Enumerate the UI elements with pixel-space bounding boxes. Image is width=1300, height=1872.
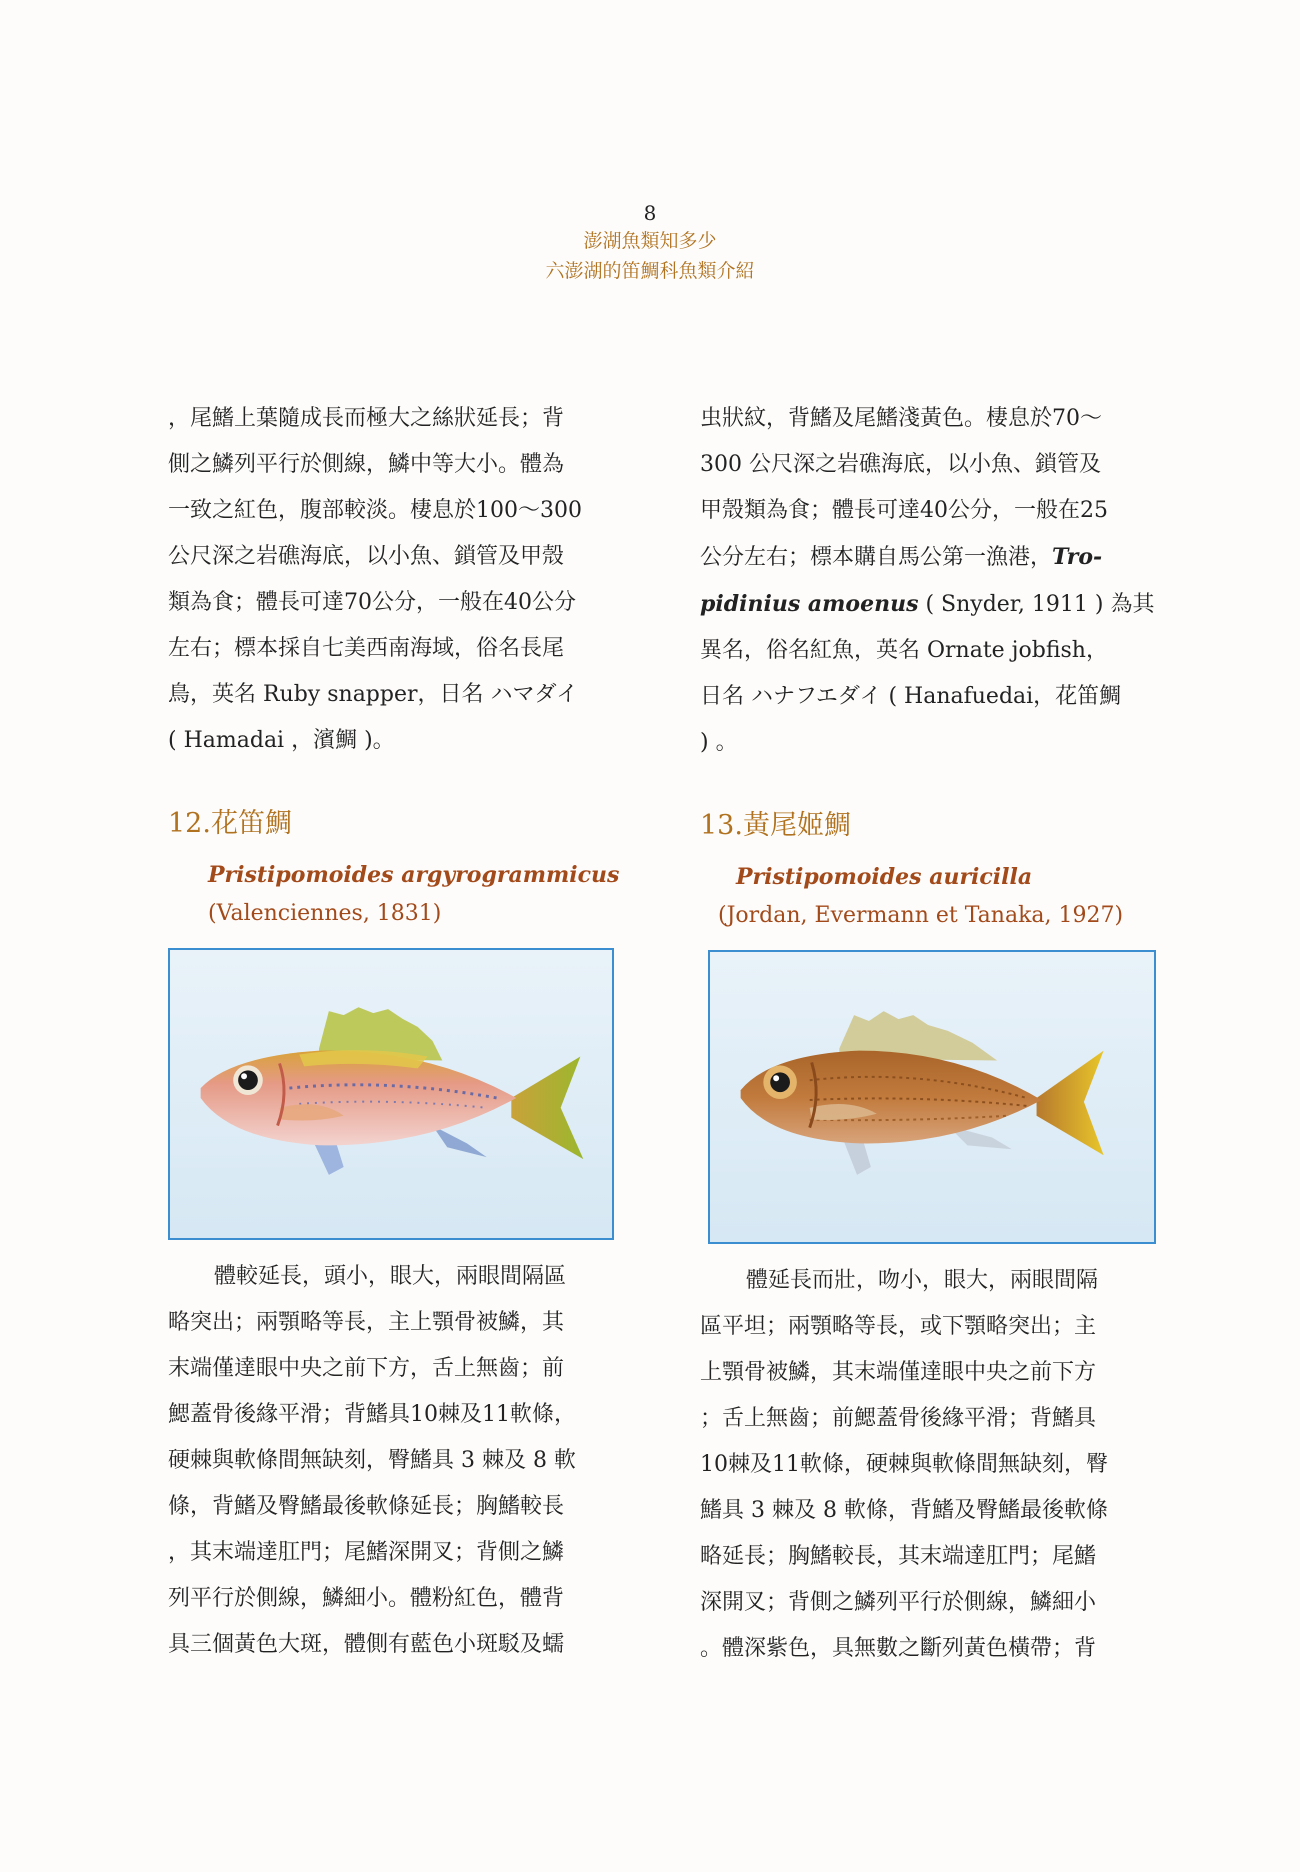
synonym-name-part1: Tro- bbox=[1052, 544, 1103, 570]
text-line: 300 公尺深之岩礁海底，以小魚、鎖管及 bbox=[700, 452, 1101, 477]
text-line: ；舌上無齒；前鰓蓋骨後緣平滑；背鰭具 bbox=[700, 1406, 1097, 1431]
species-13-description bbox=[700, 1258, 1170, 1672]
text-line: 略延長；胸鰭較長，其末端達肛門；尾鰭 bbox=[700, 1544, 1097, 1569]
right-continuation-text bbox=[700, 396, 1170, 766]
text-line: 硬棘與軟條間無缺刻，臀鰭具 3 棘及 8 軟 bbox=[168, 1448, 576, 1473]
text-fragment: ( Snyder, 1911 ) 為其 bbox=[918, 592, 1155, 617]
text-line: 一致之紅色，腹部較淡。棲息於100～300 bbox=[168, 498, 582, 523]
header-subtitle: 六澎湖的笛鯛科魚類介紹 bbox=[545, 260, 755, 282]
text-line: 體較延長，頭小，眼大，兩眼間隔區 bbox=[214, 1264, 567, 1289]
pink-snapper-fish-image bbox=[170, 950, 612, 1238]
right-column bbox=[700, 396, 1170, 1672]
text-line: 條，背鰭及臀鰭最後軟條延長；胸鰭較長 bbox=[168, 1494, 565, 1519]
header-title: 澎湖魚類知多少 bbox=[583, 230, 717, 252]
text-line: 體延長而壯，吻小，眼大，兩眼間隔 bbox=[746, 1268, 1099, 1293]
species-13-title: 13.黃尾姬鯛 bbox=[700, 810, 851, 841]
text-line bbox=[700, 581, 1170, 628]
text-line: 鰭具 3 棘及 8 軟條，背鰭及臀鰭最後軟條 bbox=[700, 1498, 1108, 1523]
text-line: 左右；標本採自七美西南海域，俗名長尾 bbox=[168, 636, 565, 661]
species-12-title: 12.花笛鯛 bbox=[168, 808, 292, 839]
text-line: ，其末端達肛門；尾鰭深開叉；背側之鱗 bbox=[168, 1540, 565, 1565]
left-column bbox=[168, 396, 628, 1668]
text-line bbox=[700, 534, 1170, 581]
text-line: 鳥，英名 Ruby snapper，日名 ハマダイ bbox=[168, 682, 579, 707]
yellowtail-snapper-fish-image bbox=[710, 952, 1154, 1242]
text-line: 虫狀紋，背鰭及尾鰭淺黃色。棲息於70～ bbox=[700, 406, 1102, 431]
species-12-scientific-name: Pristipomoides argyrogrammicus bbox=[208, 862, 620, 888]
text-line: 上顎骨被鱗，其末端僅達眼中央之前下方 bbox=[700, 1360, 1097, 1385]
species-12-description bbox=[168, 1254, 628, 1668]
text-line: 日名 ハナフエダイ ( Hanafuedai，花笛鯛 bbox=[700, 684, 1122, 709]
page-header bbox=[0, 200, 1300, 286]
text-line: ( Hamadai ，濱鯛 )。 bbox=[168, 728, 395, 753]
text-line: 側之鱗列平行於側線，鱗中等大小。體為 bbox=[168, 452, 565, 477]
text-line: 區平坦；兩顎略等長，或下顎略突出；主 bbox=[700, 1314, 1097, 1339]
synonym-name-part2: pidinius amoenus bbox=[700, 591, 919, 617]
text-line: 深開叉；背側之鱗列平行於側線，鱗細小 bbox=[700, 1590, 1097, 1615]
text-line: 甲殼類為食；體長可達40公分，一般在25 bbox=[700, 498, 1108, 523]
species-12-author: (Valenciennes, 1831) bbox=[208, 901, 442, 926]
text-line: 略突出；兩顎略等長，主上顎骨被鱗，其 bbox=[168, 1310, 565, 1335]
text-line: ) 。 bbox=[700, 730, 738, 755]
text-line: 異名，俗名紅魚，英名 Ornate jobfish， bbox=[700, 638, 1108, 663]
text-fragment: 公分左右；標本購自馬公第一漁港， bbox=[700, 545, 1053, 570]
text-line: 具三個黃色大斑，體側有藍色小斑駁及蠕 bbox=[168, 1632, 565, 1657]
text-line: 類為食；體長可達70公分，一般在40公分 bbox=[168, 590, 576, 615]
left-continuation-text bbox=[168, 396, 628, 764]
species-12-photo bbox=[168, 948, 614, 1240]
text-line: 。體深紫色，具無數之斷列黃色橫帶；背 bbox=[700, 1636, 1097, 1661]
text-line: 公尺深之岩礁海底，以小魚、鎖管及甲殼 bbox=[168, 544, 565, 569]
text-line: 列平行於側線，鱗細小。體粉紅色，體背 bbox=[168, 1586, 565, 1611]
text-line: 10棘及11軟條，硬棘與軟條間無缺刻，臀 bbox=[700, 1452, 1108, 1477]
species-13-author: (Jordan, Evermann et Tanaka, 1927) bbox=[718, 903, 1124, 928]
species-13-photo bbox=[708, 950, 1156, 1244]
species-13-scientific-name: Pristipomoides auricilla bbox=[736, 864, 1033, 890]
text-line: 末端僅達眼中央之前下方，舌上無齒；前 bbox=[168, 1356, 565, 1381]
text-line: 鰓蓋骨後緣平滑；背鰭具10棘及11軟條， bbox=[168, 1402, 576, 1427]
page-number: 8 bbox=[643, 201, 657, 225]
text-line: ，尾鰭上葉隨成長而極大之絲狀延長；背 bbox=[168, 406, 565, 431]
